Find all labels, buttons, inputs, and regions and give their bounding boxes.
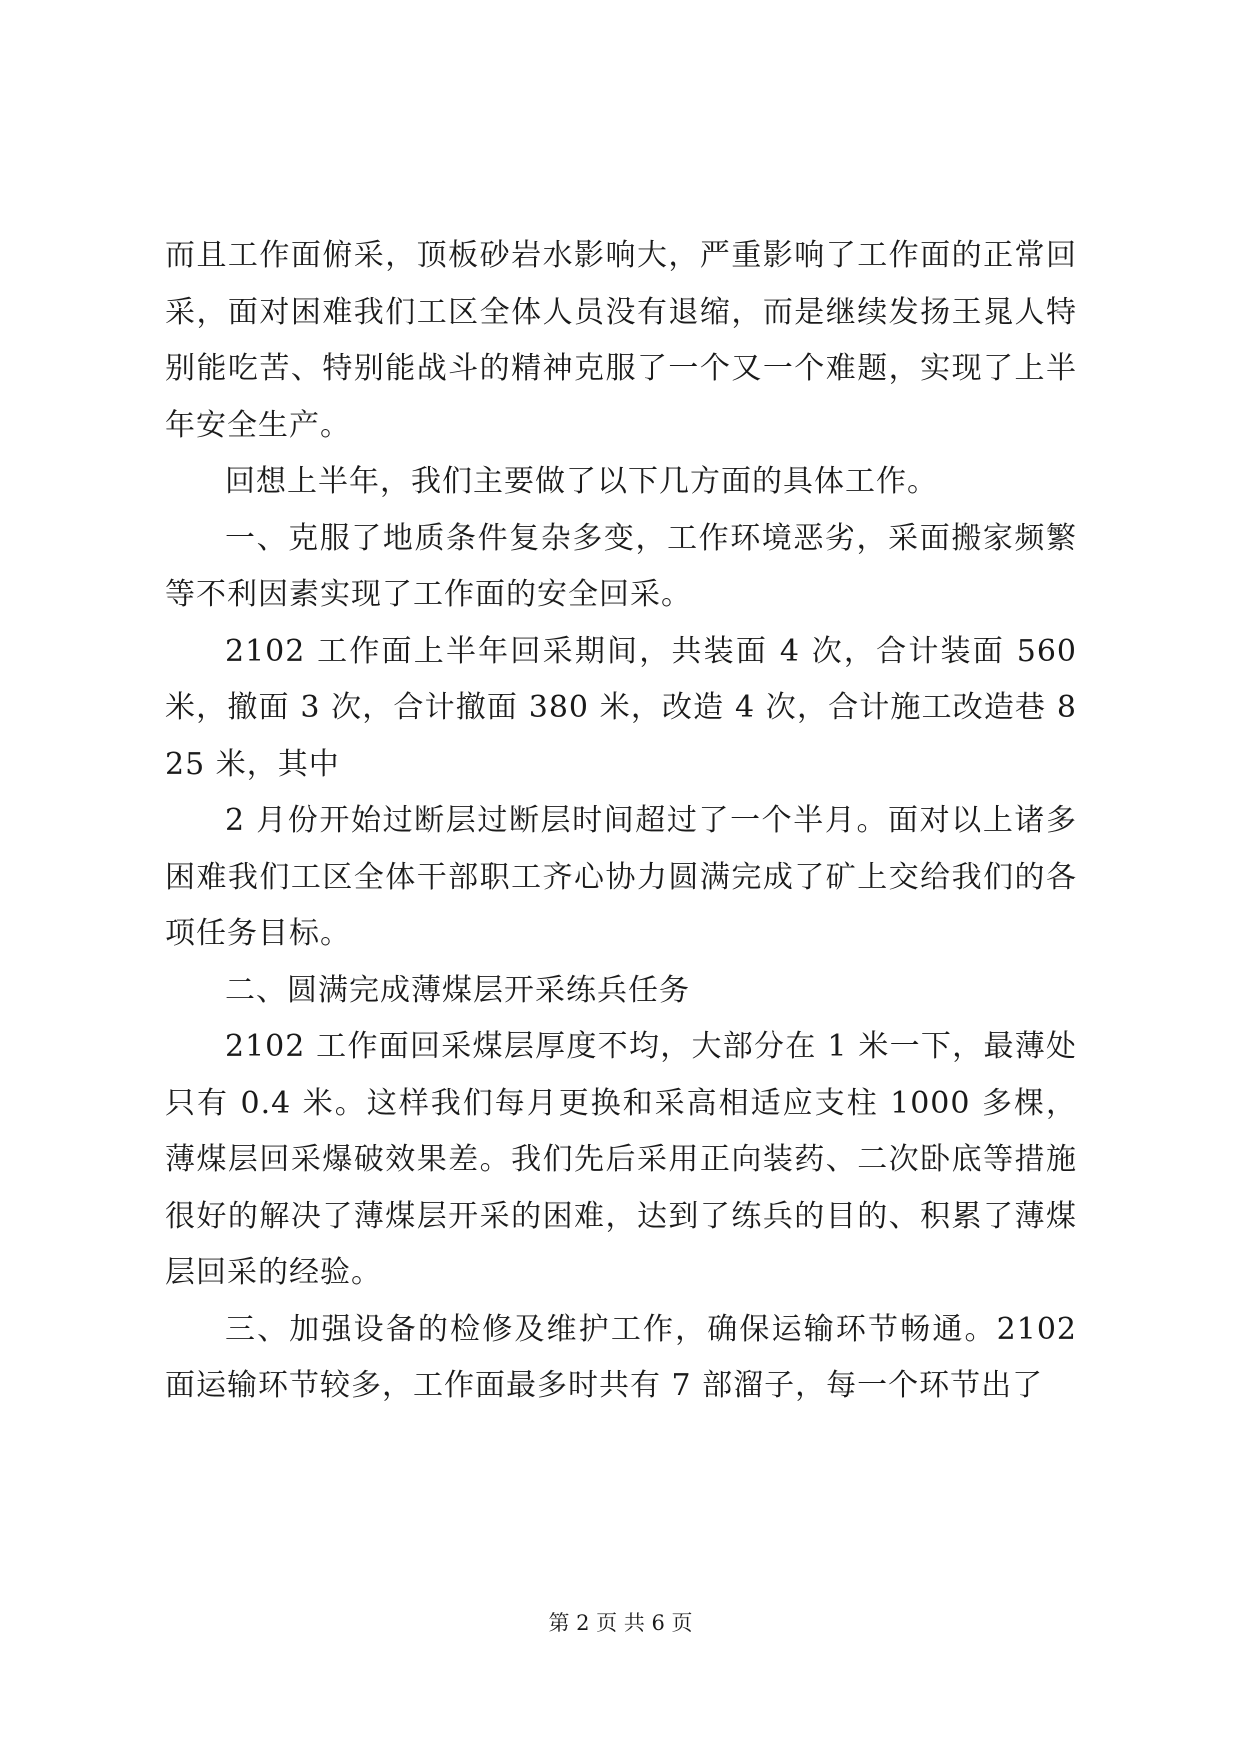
section-heading: 二、圆满完成薄煤层开采练兵任务 xyxy=(225,972,690,1008)
paragraph: 而且工作面俯采，顶板砂岩水影响大，严重影响了工作面的正常回采，面对困难我们工区全体人员没有退缩，而是继续发扬王晁人特别能吃苦、特别能战斗的精神克服了一个又一个难题，实现了上半年安全生产。 xyxy=(165,238,1077,443)
paragraph: 2102 工作面回采煤层厚度不均，大部分在 1 米一下，最薄处只有 0.4 米。这样我们每月更换和采高相适应支柱 1000 多棵，薄煤层回采爆破效果差。我们先后采用正向装药、二次卧底等措施很好的解决了薄煤层开采的困难，达到了练兵的目的、积累了薄煤层回采的经验。 xyxy=(165,1029,1077,1290)
page-number: 第 2 页 共 6 页 xyxy=(548,1611,693,1635)
paragraph: 一、克服了地质条件复杂多变，工作环境恶劣，采面搬家频繁等不利因素实现了工作面的安全回采。 xyxy=(165,520,1077,612)
paragraph: 2102 工作面上半年回采期间，共装面 4 次，合计装面 560 米，撤面 3 次，合计撤面 380 米，改造 4 次，合计施工改造巷 825 米，其中 xyxy=(165,633,1077,782)
paragraph: 2 月份开始过断层过断层时间超过了一个半月。面对以上诸多困难我们工区全体干部职工齐心协力圆满完成了矿上交给我们的各项任务目标。 xyxy=(165,803,1077,951)
page-footer xyxy=(0,1608,1241,1638)
document-body xyxy=(165,228,1077,1415)
paragraph: 回想上半年，我们主要做了以下几方面的具体工作。 xyxy=(225,464,938,499)
paragraph: 三、加强设备的检修及维护工作，确保运输环节畅通。2102 面运输环节较多，工作面最多时共有 7 部溜子，每一个环节出了 xyxy=(165,1311,1077,1403)
